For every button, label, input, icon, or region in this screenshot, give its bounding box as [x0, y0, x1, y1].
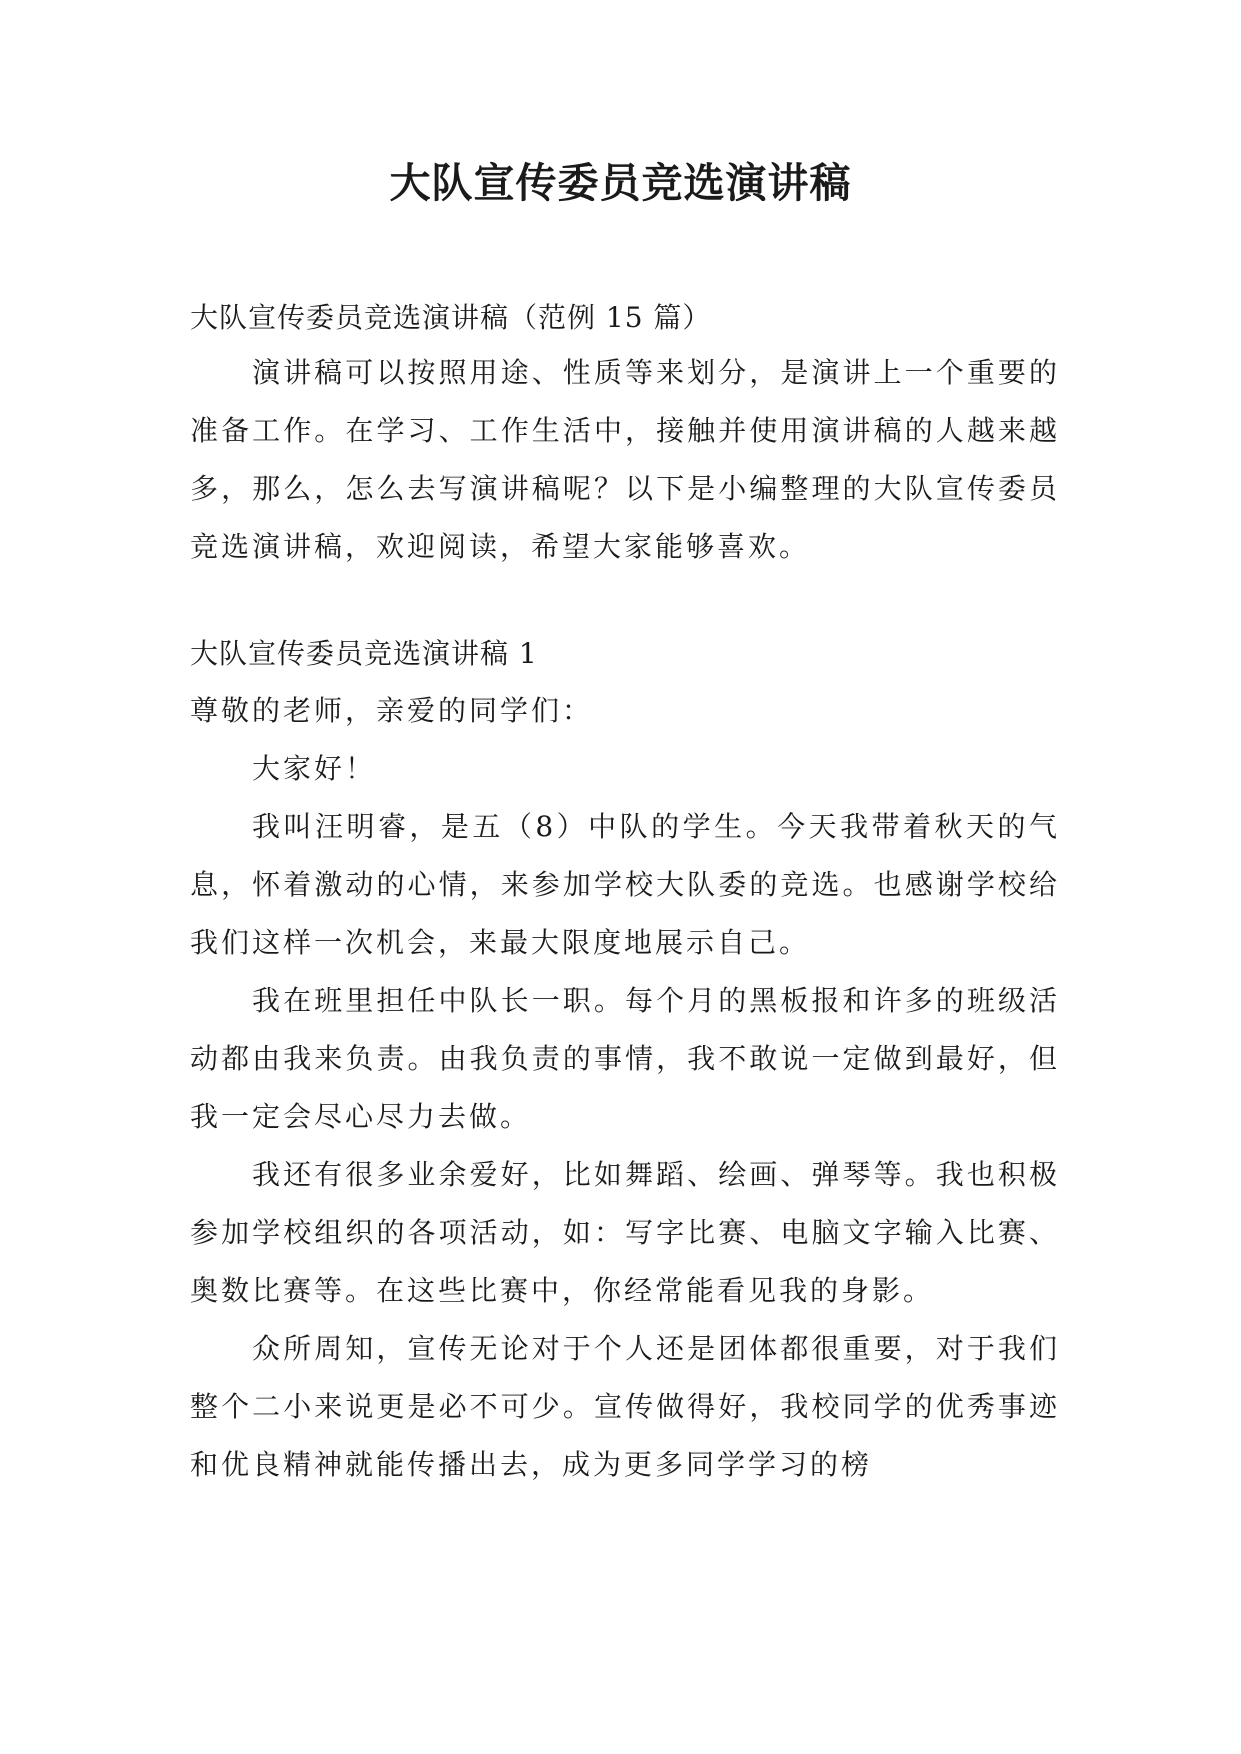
- body-paragraph: 众所周知，宣传无论对于个人还是团体都很重要，对于我们整个二小来说更是必不可少。宣传做得好，我校同学的优秀事迹和优良精神就能传播出去，成为更多同学学习的榜: [190, 1332, 1060, 1481]
- intro-paragraph: 演讲稿可以按照用途、性质等来划分，是演讲上一个重要的准备工作。在学习、工作生活中，接触并使用演讲稿的人越来越多，那么，怎么去写演讲稿呢？以下是小编整理的大队宣传委员竞选演讲稿，欢迎阅读，希望大家能够喜欢。: [190, 356, 1060, 563]
- body-paragraph: 我在班里担任中队长一职。每个月的黑板报和许多的班级活动都由我来负责。由我负责的事情，我不敢说一定做到最好，但我一定会尽心尽力去做。: [190, 984, 1060, 1133]
- document-subtitle: 大队宣传委员竞选演讲稿（范例 15 篇）: [190, 301, 712, 334]
- document-body: [190, 292, 1060, 1494]
- section-spacer: [190, 576, 1060, 626]
- salutation: 尊敬的老师，亲爱的同学们：: [190, 694, 594, 727]
- document-title: 大队宣传委员竞选演讲稿: [389, 159, 852, 207]
- greeting: 大家好！: [252, 752, 377, 785]
- body-paragraph: 我叫汪明睿，是五（8）中队的学生。今天我带着秋天的气息，怀着激动的心情，来参加学校大队委的竞选。也感谢学校给我们这样一次机会，来最大限度地展示自己。: [190, 810, 1060, 959]
- section-heading: 大队宣传委员竞选演讲稿 1: [190, 637, 538, 670]
- body-paragraph: 我还有很多业余爱好，比如舞蹈、绘画、弹琴等。我也积极参加学校组织的各项活动，如：写字比赛、电脑文字输入比赛、奥数比赛等。在这些比赛中，你经常能看见我的身影。: [190, 1158, 1060, 1307]
